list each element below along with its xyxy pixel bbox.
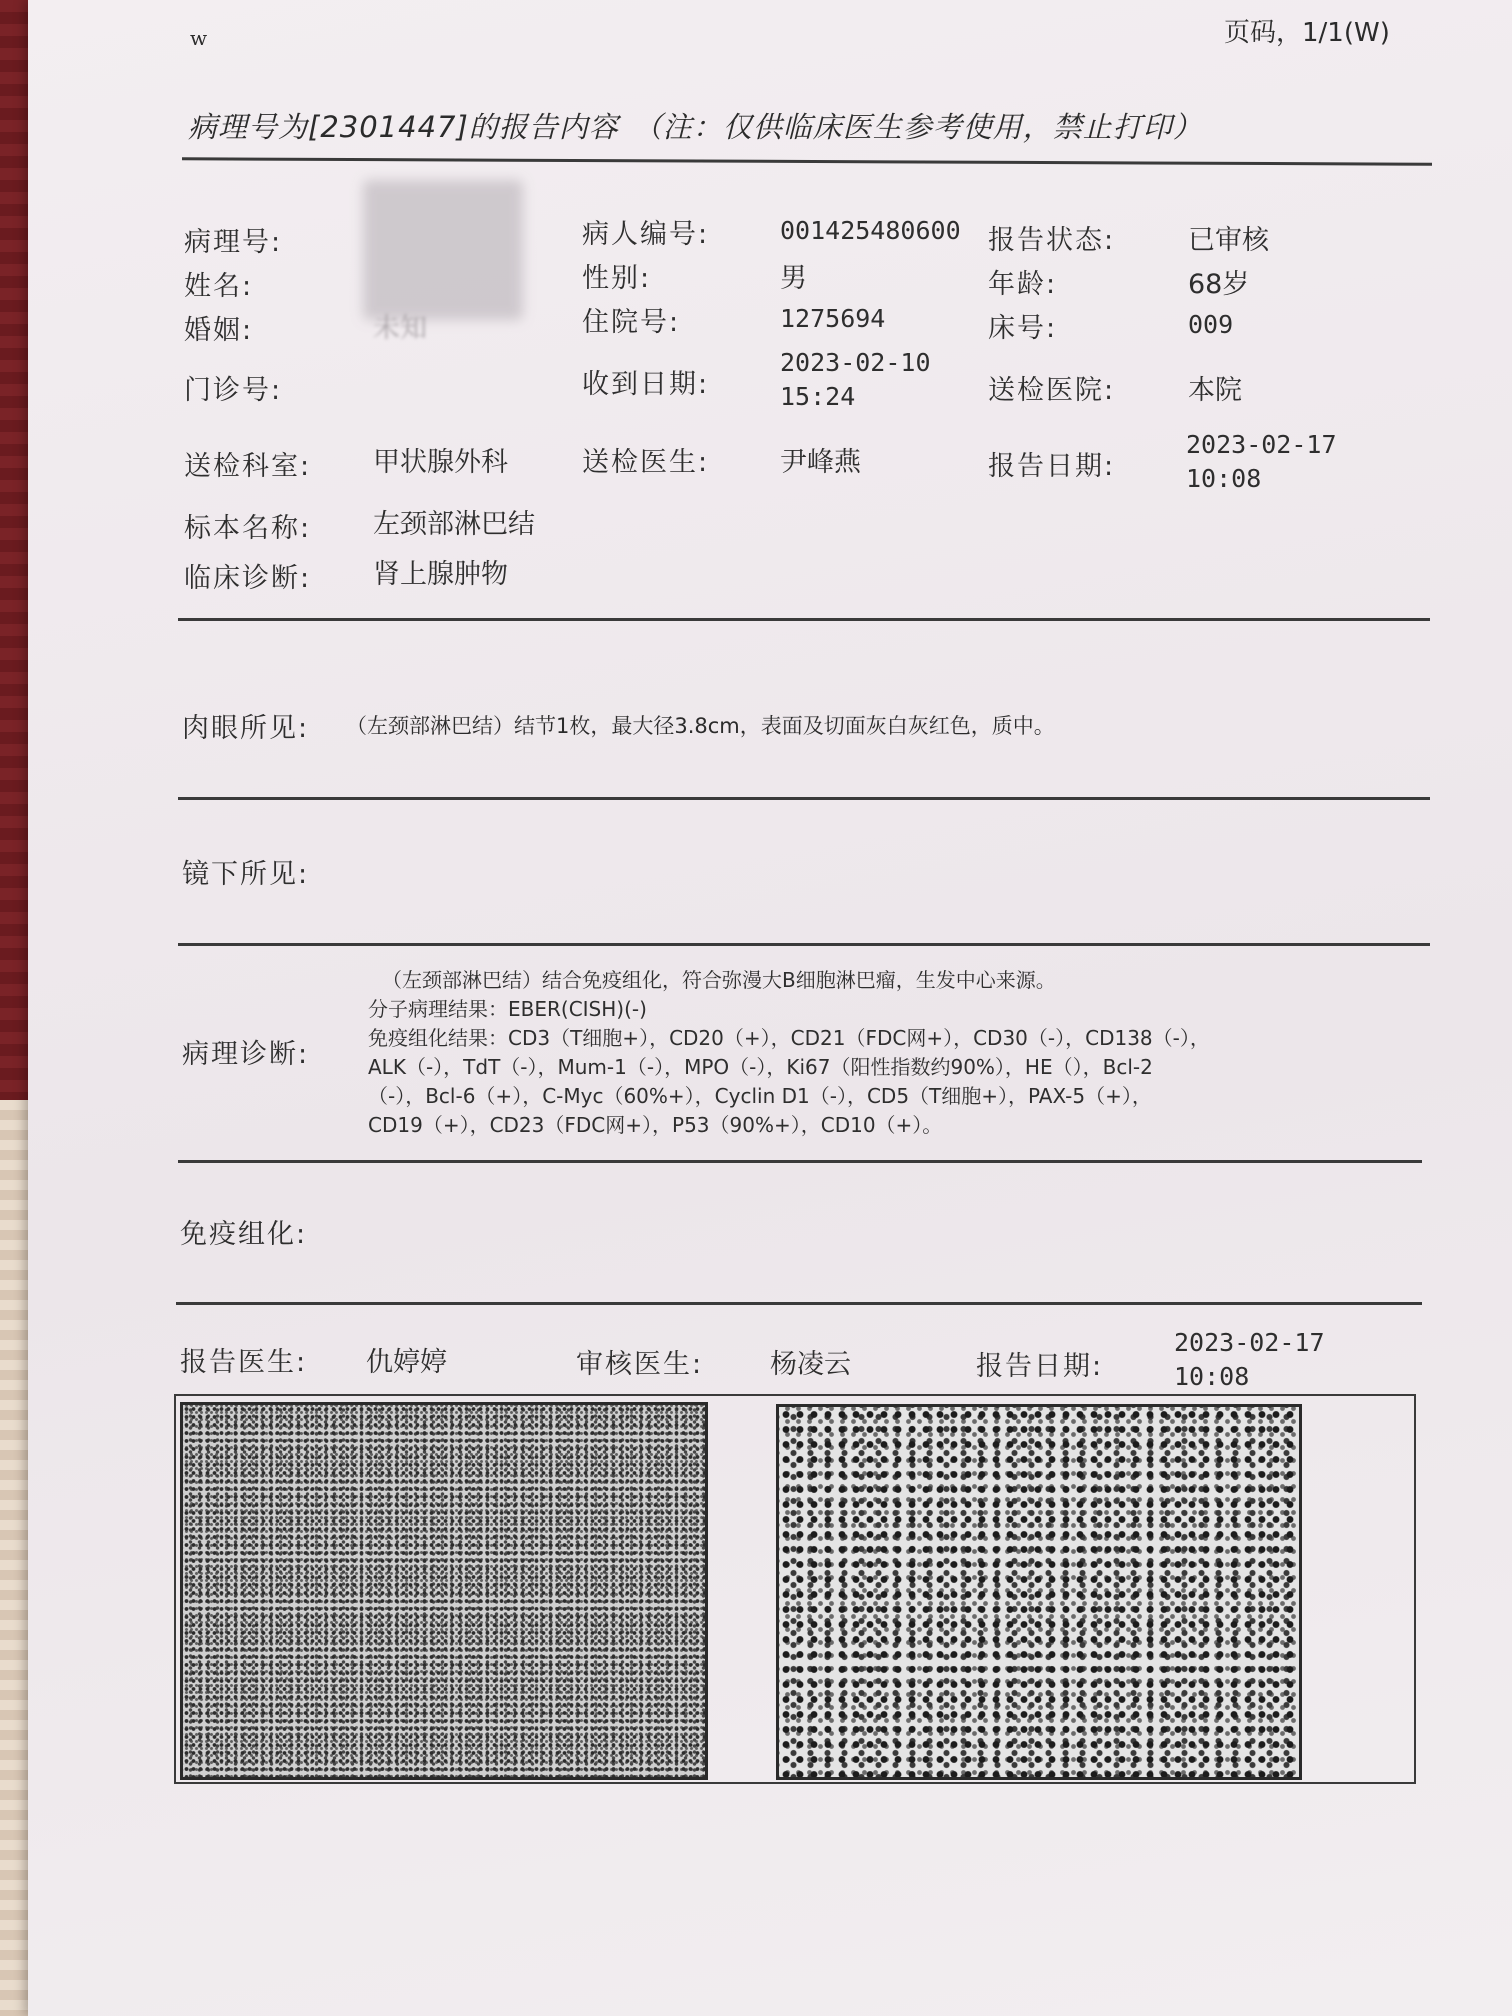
hospital-label: 送检医院: — [988, 375, 1116, 406]
inpatient-no-label: 住院号: — [582, 307, 681, 338]
info-divider — [178, 618, 1430, 621]
dept-label: 送检科室: — [184, 451, 312, 482]
diagnosis-line: （-），Bcl-6（+），C-Myc（60%+），Cyclin D1（-），CD5（T细胞+），PAX-5（+）， — [368, 1084, 1152, 1108]
received-time-value: 15:24 — [780, 382, 856, 411]
patient-id-value: 001425480600 — [780, 216, 961, 245]
marital-label: 婚姻: — [184, 315, 254, 346]
corner-mark: w — [190, 26, 208, 50]
diagnosis-line: 分子病理结果：EBER(CISH)(-) — [368, 997, 647, 1021]
received-date-value: 2023-02-10 — [780, 348, 931, 377]
microscopic-divider — [178, 943, 1430, 946]
microscopic-label: 镜下所见: — [182, 859, 310, 890]
dept-value: 甲状腺外科 — [373, 447, 508, 478]
marital-value: 未知 — [373, 313, 427, 344]
gross-label: 肉眼所见: — [182, 713, 310, 744]
report-time-value: 10:08 — [1186, 464, 1262, 493]
report-status-value: 已审核 — [1188, 225, 1269, 256]
specimen-value: 左颈部淋巴结 — [373, 509, 535, 540]
report-title-note: （注：仅供临床医生参考使用，禁止打印） — [632, 110, 1203, 144]
sending-doctor-value: 尹峰燕 — [780, 447, 861, 478]
report-title-text: 病理号为[2301447]的报告内容 — [188, 110, 619, 144]
page-number: 页码，1/1(W) — [1224, 18, 1390, 48]
sending-doctor-label: 送检医生: — [582, 447, 710, 478]
report-status-label: 报告状态: — [988, 225, 1116, 256]
diagnosis-line: ALK（-），TdT（-），Mum-1（-），MPO（-），Ki67（阳性指数约90%），HE（），Bcl-2 — [368, 1055, 1153, 1079]
diagnosis-line: （左颈部淋巴结）结合免疫组化，符合弥漫大B细胞淋巴瘤，生发中心来源。 — [382, 968, 1056, 992]
age-label: 年龄: — [988, 269, 1058, 300]
reporter-label: 报告医生: — [180, 1347, 308, 1378]
gross-divider — [178, 797, 1430, 800]
sex-label: 性别: — [582, 263, 652, 294]
gross-text: （左颈部淋巴结）结节1枚，最大径3.8cm，表面及切面灰白灰红色，质中。 — [346, 714, 1055, 738]
footer-report-time-value: 10:08 — [1174, 1362, 1250, 1391]
reviewer-value: 杨凌云 — [770, 1349, 851, 1380]
pathology-no-label: 病理号: — [184, 227, 283, 258]
ihc-divider — [176, 1302, 1422, 1305]
report-title — [188, 105, 1203, 146]
hospital-value: 本院 — [1188, 375, 1242, 406]
reviewer-label: 审核医生: — [576, 1349, 704, 1380]
footer-report-date-value: 2023-02-17 — [1174, 1328, 1325, 1357]
title-divider — [182, 157, 1432, 165]
reporter-value: 仇婷婷 — [366, 1347, 447, 1378]
received-date-label: 收到日期: — [582, 369, 710, 400]
report-date-label: 报告日期: — [988, 451, 1116, 482]
outpatient-no-label: 门诊号: — [184, 375, 283, 406]
redacted-identity — [363, 180, 523, 320]
footer-report-date-label: 报告日期: — [976, 1351, 1104, 1382]
inpatient-no-value: 1275694 — [780, 304, 886, 333]
age-value: 68岁 — [1188, 269, 1250, 300]
diagnosis-divider — [178, 1160, 1422, 1163]
report-date-value: 2023-02-17 — [1186, 430, 1337, 459]
specimen-label: 标本名称: — [184, 513, 312, 544]
diagnosis-line: 免疫组化结果：CD3（T细胞+），CD20（+），CD21（FDC网+），CD30（-），CD138（-）， — [368, 1026, 1210, 1050]
patient-id-label: 病人编号: — [582, 219, 710, 250]
diagnosis-block — [368, 966, 1210, 1140]
microscopy-image-high-power — [776, 1404, 1302, 1780]
diagnosis-line: CD19（+），CD23（FDC网+），P53（90%+），CD10（+）。 — [368, 1113, 943, 1137]
clinical-dx-label: 临床诊断: — [184, 563, 312, 594]
sex-value: 男 — [780, 263, 807, 294]
report-paper — [28, 0, 1512, 2016]
diagnosis-label: 病理诊断: — [182, 1039, 310, 1070]
bed-label: 床号: — [988, 313, 1058, 344]
microscopy-image-low-power — [180, 1402, 708, 1780]
clinical-dx-value: 肾上腺肿物 — [373, 559, 508, 590]
name-label: 姓名: — [184, 271, 254, 302]
bed-value: 009 — [1188, 310, 1234, 339]
ihc-label: 免疫组化: — [180, 1219, 308, 1250]
